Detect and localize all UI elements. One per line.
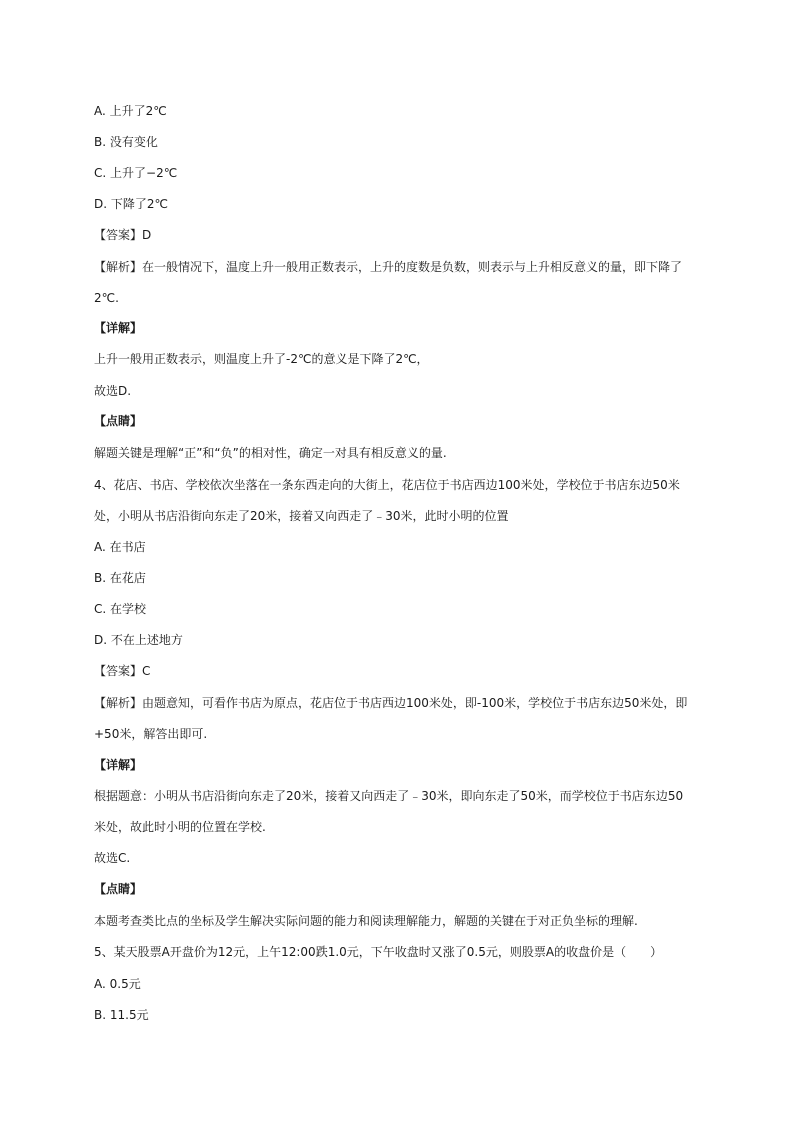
q3-analysis-line1: 【解析】在一般情况下，温度上升一般用正数表示，上升的度数是负数，则表示与上升相反意义的量，即下降了 bbox=[94, 260, 683, 274]
q3-comment-line1: 解题关键是理解“正”和“负”的相对性，确定一对具有相反意义的量. bbox=[94, 446, 447, 460]
q4-detail-line1: 根据题意：小明从书店沿街向东走了20米，接着又向西走了﹣30米，即向东走了50米，而学校位于书店东边50 bbox=[94, 789, 684, 803]
q5-option-a: A. 0.5元 bbox=[94, 977, 141, 991]
q4-option-d: D. 不在上述地方 bbox=[94, 633, 183, 647]
q3-option-c: C. 上升了−2℃ bbox=[94, 166, 178, 180]
q3-option-d: D. 下降了2℃ bbox=[94, 197, 168, 211]
q4-comment-heading: 【点睛】 bbox=[94, 882, 143, 896]
q5-option-b: B. 11.5元 bbox=[94, 1008, 149, 1022]
q4-question-line2: 处，小明从书店沿街向东走了20米，接着又向西走了﹣30米，此时小明的位置 bbox=[94, 509, 509, 523]
q4-detail-line2: 米处，故此时小明的位置在学校. bbox=[94, 820, 266, 834]
q3-detail-line2: 故选D. bbox=[94, 384, 132, 398]
q4-analysis-line1: 【解析】由题意知，可看作书店为原点，花店位于书店西边100米处，即-100米，学校位于书店东边50米处，即 bbox=[94, 696, 688, 710]
q4-option-c: C. 在学校 bbox=[94, 602, 147, 616]
q4-option-a: A. 在书店 bbox=[94, 540, 146, 554]
q4-detail-line3: 故选C. bbox=[94, 851, 131, 865]
q5-question-line1: 5、某天股票A开盘价为12元，上午12:00跌1.0元，下午收盘时又涨了0.5元，则股票A的收盘价是（ ） bbox=[94, 945, 663, 959]
q3-detail-heading: 【详解】 bbox=[94, 321, 143, 335]
q3-answer: 【答案】D bbox=[94, 228, 152, 242]
q3-analysis-line2: 2℃. bbox=[94, 291, 119, 305]
q4-analysis-line2: +50米，解答出即可. bbox=[94, 727, 208, 741]
q3-option-b: B. 没有变化 bbox=[94, 135, 158, 149]
q4-comment-line1: 本题考查类比点的坐标及学生解决实际问题的能力和阅读理解能力，解题的关键在于对正负坐标的理解. bbox=[94, 914, 638, 928]
q4-question-line1: 4、花店、书店、学校依次坐落在一条东西走向的大街上，花店位于书店西边100米处，学校位于书店东边50米 bbox=[94, 478, 680, 492]
q4-detail-heading: 【详解】 bbox=[94, 758, 143, 772]
q3-option-a: A. 上升了2℃ bbox=[94, 104, 167, 118]
q3-comment-heading: 【点睛】 bbox=[94, 414, 143, 428]
q4-option-b: B. 在花店 bbox=[94, 571, 146, 585]
q4-answer: 【答案】C bbox=[94, 664, 151, 678]
q3-detail-line1: 上升一般用正数表示，则温度上升了-2℃的意义是下降了2℃， bbox=[94, 352, 429, 366]
